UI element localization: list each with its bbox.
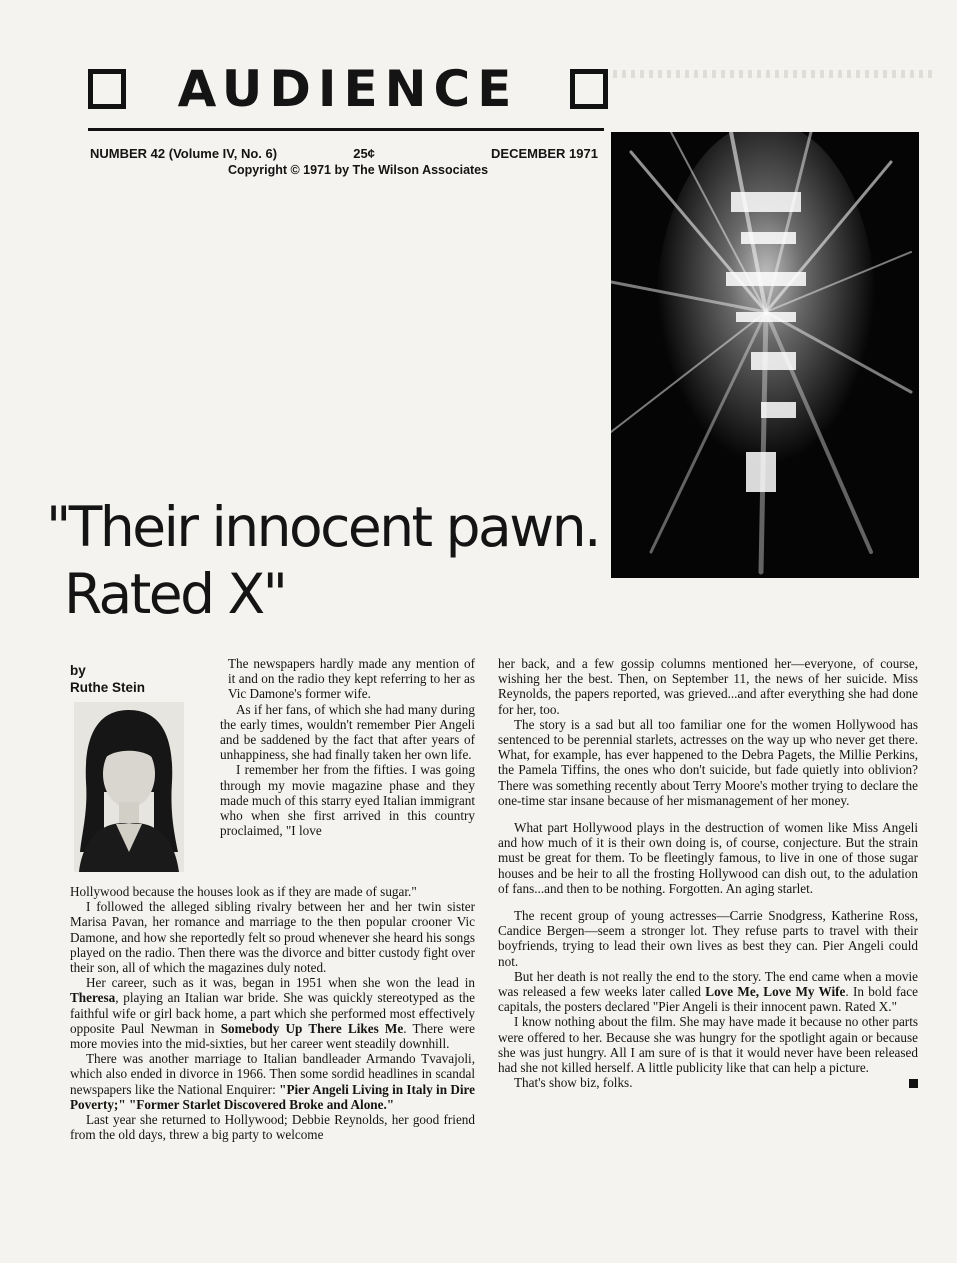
headline-line-2: Rated X": [64, 562, 286, 626]
article-headline: [46, 494, 606, 628]
paragraph: The newspapers hardly made any mention of it and on the radio they kept referring to her as Vic Damone's former wife.: [228, 656, 475, 702]
paragraph: [70, 1051, 475, 1112]
film-title: Theresa: [70, 990, 116, 1006]
paragraph-continuation: Hollywood because the houses look as if they are made of sugar.": [70, 884, 417, 899]
masthead-box-left: [88, 69, 126, 109]
byline-author: Ruthe Stein: [70, 680, 146, 695]
paragraph: I followed the alleged sibling rivalry between her and her twin sister Marisa Pavan, her romance and marriage to the then popular crooner Vic Damone, and how she reportedly felt so proud whenever she heard his songs played on the radio. Then there was the divorce and bitter custody fight over their son, all of which the magazines duly noted.: [70, 899, 475, 976]
film-title: Somebody Up There Likes Me: [220, 1020, 404, 1036]
paragraph: [498, 1075, 918, 1090]
masthead: [88, 58, 608, 120]
text-run: That's show biz, folks.: [514, 1075, 633, 1091]
article-column-c: [498, 656, 918, 1090]
paragraph: [498, 969, 918, 1015]
issue-date: DECEMBER 1971: [491, 146, 598, 161]
paragraph: Last year she returned to Hollywood; Debbie Reynolds, her good friend from the old days, threw a big party to welcome: [70, 1112, 475, 1143]
paragraph: What part Hollywood plays in the destruction of women like Miss Angeli and how much of it is their own doing is, of course, conjecture. But the strain must be great for them. To be fleetingly famous, to live in one of those sugar houses and be heir to all the frosting Hollywood can dish out, to the adulation of fans...and then to be nothing. Forgotten. An aging starlet.: [498, 820, 918, 896]
byline-by: by: [70, 663, 86, 678]
author-portrait: [74, 702, 184, 872]
show-through-texture: [604, 70, 934, 78]
byline: [70, 662, 145, 696]
abstract-zoom-photograph: [611, 132, 919, 578]
copyright: Copyright © 1971 by The Wilson Associates: [228, 163, 489, 177]
text-run: There was another marriage to Italian bandleader Armando Tvavajoli, which also ended in divorce in 1966. Then some sordid headlines in scandal newspapers like the National Enquirer:: [70, 1051, 475, 1097]
article-column-a: [220, 656, 475, 838]
article-column-b: [70, 884, 475, 1142]
masthead-rule: [88, 128, 604, 131]
issue-line: [90, 146, 598, 161]
paragraph-continuation: her back, and a few gossip columns mentioned her—everyone, of course, wishing her the best. Then, on September 11, the news of her suicide. Miss Reynolds, the papers reported, was grieved...and after everything she had done for her, too.: [498, 656, 918, 717]
issue-price: 25¢: [353, 146, 375, 161]
masthead-title: AUDIENCE: [177, 60, 519, 118]
headline-line-1: "Their innocent pawn.: [46, 495, 600, 559]
paragraph: I know nothing about the film. She may have made it because no other parts were offered to her. Because she was hungry for the spotlight again or because she was just hungry. All I am sure of is that it would never have been released had she not killed herself. A little publicity like that can help a picture.: [498, 1014, 918, 1076]
end-mark-icon: [909, 1079, 918, 1088]
text-run: Her career, such as it was, began in 1951 when she won the lead in: [86, 975, 475, 991]
issue-number: NUMBER 42 (Volume IV, No. 6): [90, 146, 278, 161]
paragraph: As if her fans, of which she had many during the early times, wouldn't remember Pier Angeli and be saddened by the fact that after years of unhappiness, she had finally taken her own life.: [220, 701, 475, 763]
paragraph: [70, 975, 475, 1051]
paragraph: I remember her from the fifties. I was going through my movie magazine phase and they made much of this starry eyed Italian immigrant who when she first arrived in this country proclaimed, "I love: [220, 762, 475, 839]
film-title: Love Me, Love My Wife: [705, 984, 846, 1000]
paragraph: The recent group of young actresses—Carrie Snodgress, Katherine Ross, Candice Bergen—seem a stronger lot. They refuse parts to travel with their boyfriends, trying to lead their own lives as best they can. Pier Angeli could not.: [498, 908, 918, 969]
paragraph: The story is a sad but all too familiar one for the women Hollywood has sentenced to be perennial starlets, actresses on the way up who never get there. What, for example, has ever happened to the Debra Pagets, the Millie Perkins, the Pamela Tiffins, the ones who don't suicide, but fade quietly into oblivion? There was something recently about Terry Moore's mother trying to declare the one-time star insane because of her mismanagement of her money.: [498, 716, 918, 808]
text-run: But her death is not really the end to the story. The end came when a movie was released a few weeks later called: [498, 968, 918, 1000]
masthead-box-right: [570, 69, 608, 109]
text-run: , playing an Italian war bride. She was quickly stereotyped as the faithful wife or girl back home, a part which she performed most effectively opposite Paul Newman in: [70, 990, 475, 1036]
text-run: . There were more movies into the mid-sixties, but her career went steadily downhill.: [70, 1020, 476, 1052]
text-run: . In bold face capitals, the posters declared "Pier Angeli is their innocent pawn. Rated X.": [498, 984, 918, 1015]
headline-quote: "Pier Angeli Living in Italy in Dire Poverty;" "Former Starlet Discovered Broke and Alone.": [70, 1081, 476, 1112]
